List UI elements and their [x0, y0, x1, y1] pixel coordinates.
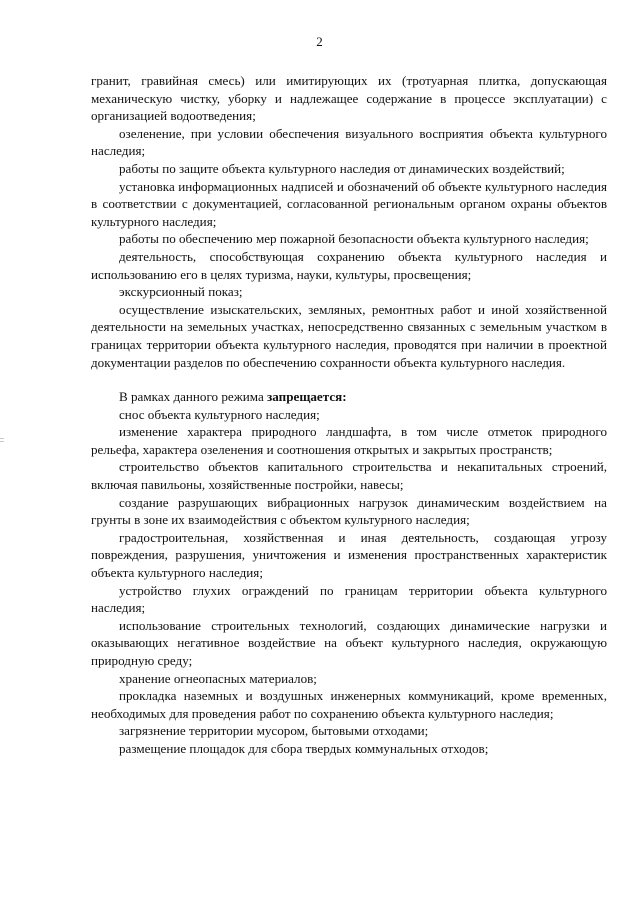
prohibited-item: создание разрушающих вибрационных нагрузок динамическим воздействием на грунты в зоне их взаимодействия с объектом культурного наследия;	[91, 494, 607, 528]
prohibited-item: изменение характера природного ландшафта, в том числе отметок природного рельефа, характера озеленения и соотношения открытых и закрытых пространств;	[91, 424, 607, 457]
paragraph: деятельность, способствующая сохранению объекта культурного наследия и использованию его в целях туризма, науки, культуры, просвещения;	[91, 248, 607, 282]
prohibited-item: снос объекта культурного наследия;	[119, 406, 320, 422]
paragraph: установка информационных надписей и обозначений об объекте культурного наследия в соответствии с документацией, согласованной региональным органом охраны объектов культурного наследия;	[91, 178, 607, 229]
scan-artifact-mark	[0, 441, 4, 442]
paragraph: экскурсионный показ;	[119, 284, 243, 300]
prohibited-item: устройство глухих ограждений по границам территории объекта культурного наследия;	[91, 582, 607, 616]
prohibited-item: использование строительных технологий, создающих динамические нагрузки и оказывающих негативное воздействие на объект культурного наследия, окружающую природную среду;	[91, 617, 607, 668]
prohibited-keyword: запрещается:	[267, 389, 347, 405]
prohibited-item: строительство объектов капитального строительства и некапитальных строений, включая павильоны, хозяйственные постройки, навесы;	[91, 459, 607, 493]
prohibited-section-heading	[91, 388, 607, 406]
paragraph: гранит, гравийная смесь) или имитирующих их (тротуарная плитка, допускающая механическую чистку, уборку и надлежащее содержание в процессе эксплуатации) с организацией водоотведения;	[91, 73, 607, 124]
prohibited-item: загрязнение территории мусором, бытовыми отходами;	[119, 723, 429, 739]
paragraph: осуществление изыскательских, земляных, ремонтных работ и иной хозяйственной деятельности на земельных участках, непосредственно связанных с земельным участком в границах территории объекта культурного наследия, проводятся при наличии в проектной документации разделов по обеспечению сохранности объекта культурного наследия.	[91, 301, 607, 370]
document-body	[91, 72, 607, 758]
prohibited-item: размещение площадок для сбора твердых коммунальных отходов;	[119, 740, 489, 756]
paragraph: работы по защите объекта культурного наследия от динамических воздействий;	[119, 160, 565, 176]
prohibited-item: градостроительная, хозяйственная и иная деятельность, создающая угрозу повреждения, разрушения, уничтожения и изменения пространственных характеристик объекта культурного наследия;	[91, 529, 607, 581]
prohibited-item: хранение огнеопасных материалов;	[119, 670, 317, 686]
paragraph: озеленение, при условии обеспечения визуального восприятия объекта культурного наследия;	[91, 125, 607, 159]
page-number: 2	[316, 34, 323, 49]
prohibited-item: прокладка наземных и воздушных инженерных коммуникаций, кроме временных, необходимых для проведения работ по сохранению объекта культурного наследия;	[91, 688, 607, 721]
paragraph: работы по обеспечению мер пожарной безопасности объекта культурного наследия;	[119, 231, 589, 247]
scan-artifact-mark	[0, 438, 4, 439]
prohibited-intro-text: В рамках данного режима	[119, 389, 268, 405]
